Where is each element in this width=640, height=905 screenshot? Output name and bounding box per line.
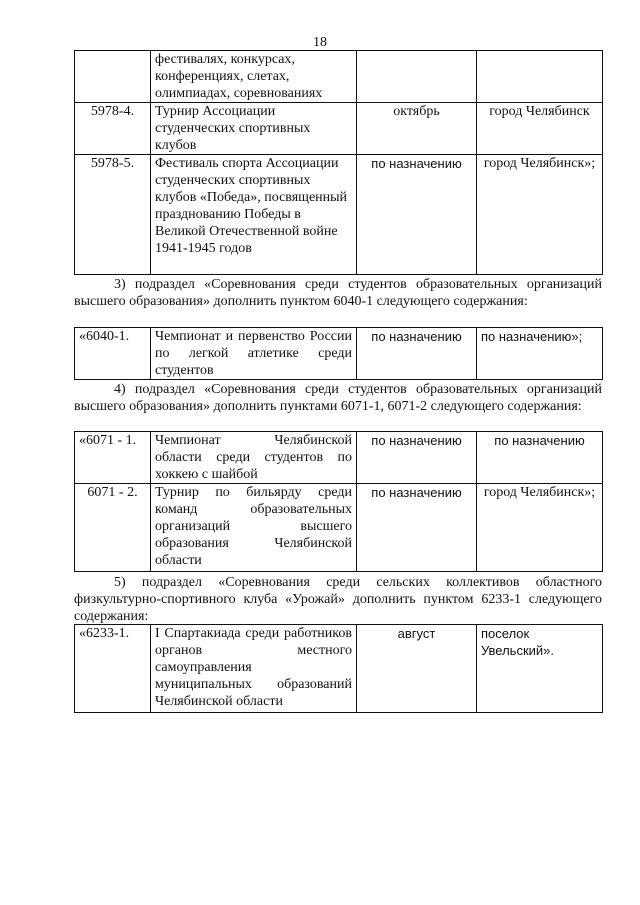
event-date: по назначению (357, 432, 477, 484)
events-table-3 (74, 431, 603, 572)
table-row (75, 484, 603, 572)
table-row (75, 625, 603, 713)
paragraph-3-text: 3) подраздел «Соревнования среди студентов образовательных организаций высшего образования» дополнить пунктом 6040-1 следующего содержания: (74, 277, 602, 309)
item-number: 6071 - 2. (75, 484, 151, 572)
event-date: по назначению (357, 155, 477, 275)
event-name: Турнир по бильярду среди команд образовательных организаций высшего образования Челябинской области (151, 484, 357, 572)
paragraph-5-text: 5) подраздел «Соревнования среди сельских коллективов областного физкультурно-спортивного клуба «Урожай» дополнить пунктом 6233-1 следующего содержания: (74, 575, 602, 624)
table-row (75, 432, 603, 484)
item-number: 5978-4. (75, 103, 151, 155)
page-number: 18 (313, 35, 327, 50)
item-number: 5978-5. (75, 155, 151, 275)
table-row (75, 328, 603, 380)
event-name: I Спартакиада среди работников органов местного самоуправления муниципальных образований Челябинской области (151, 625, 357, 713)
event-name: фестивалях, конкурсах, конференциях, слетах, олимпиадах, соревнованиях (151, 51, 357, 103)
events-table-1 (74, 50, 603, 275)
table-row (75, 155, 603, 275)
item-number: «6233-1. (75, 625, 151, 713)
event-date: август (357, 625, 477, 713)
item-number: «6040-1. (75, 328, 151, 380)
events-table-4 (74, 624, 603, 713)
item-number (75, 51, 151, 103)
event-place: город Челябинск»; (477, 484, 603, 572)
event-name: Турнир Ассоциации студенческих спортивных клубов (151, 103, 357, 155)
event-place: по назначению (477, 432, 603, 484)
event-place (477, 51, 603, 103)
events-table-2 (74, 327, 603, 380)
item-number: «6071 - 1. (75, 432, 151, 484)
event-date: по назначению (357, 328, 477, 380)
paragraph-5 (74, 574, 602, 625)
event-name: Фестиваль спорта Ассоциации студенческих спортивных клубов «Победа», посвященный празднованию Победы в Великой Отечественной войне 1941-1945 годов (151, 155, 357, 275)
paragraph-3 (74, 276, 602, 310)
event-date (357, 51, 477, 103)
event-name: Чемпионат Челябинской области среди студентов по хоккею с шайбой (151, 432, 357, 484)
event-place: город Челябинск (477, 103, 603, 155)
table-row (75, 103, 603, 155)
event-place: по назначению»; (477, 328, 603, 380)
table-row (75, 51, 603, 103)
event-place: город Челябинск»; (477, 155, 603, 275)
event-date: по назначению (357, 484, 477, 572)
event-date: октябрь (357, 103, 477, 155)
event-name: Чемпионат и первенство России по легкой атлетике среди студентов (151, 328, 357, 380)
paragraph-4 (74, 381, 602, 415)
event-place: поселок Увельский». (477, 625, 603, 713)
paragraph-4-text: 4) подраздел «Соревнования среди студентов образовательных организаций высшего образования» дополнить пунктами 6071-1, 6071-2 следующего содержания: (74, 382, 602, 414)
